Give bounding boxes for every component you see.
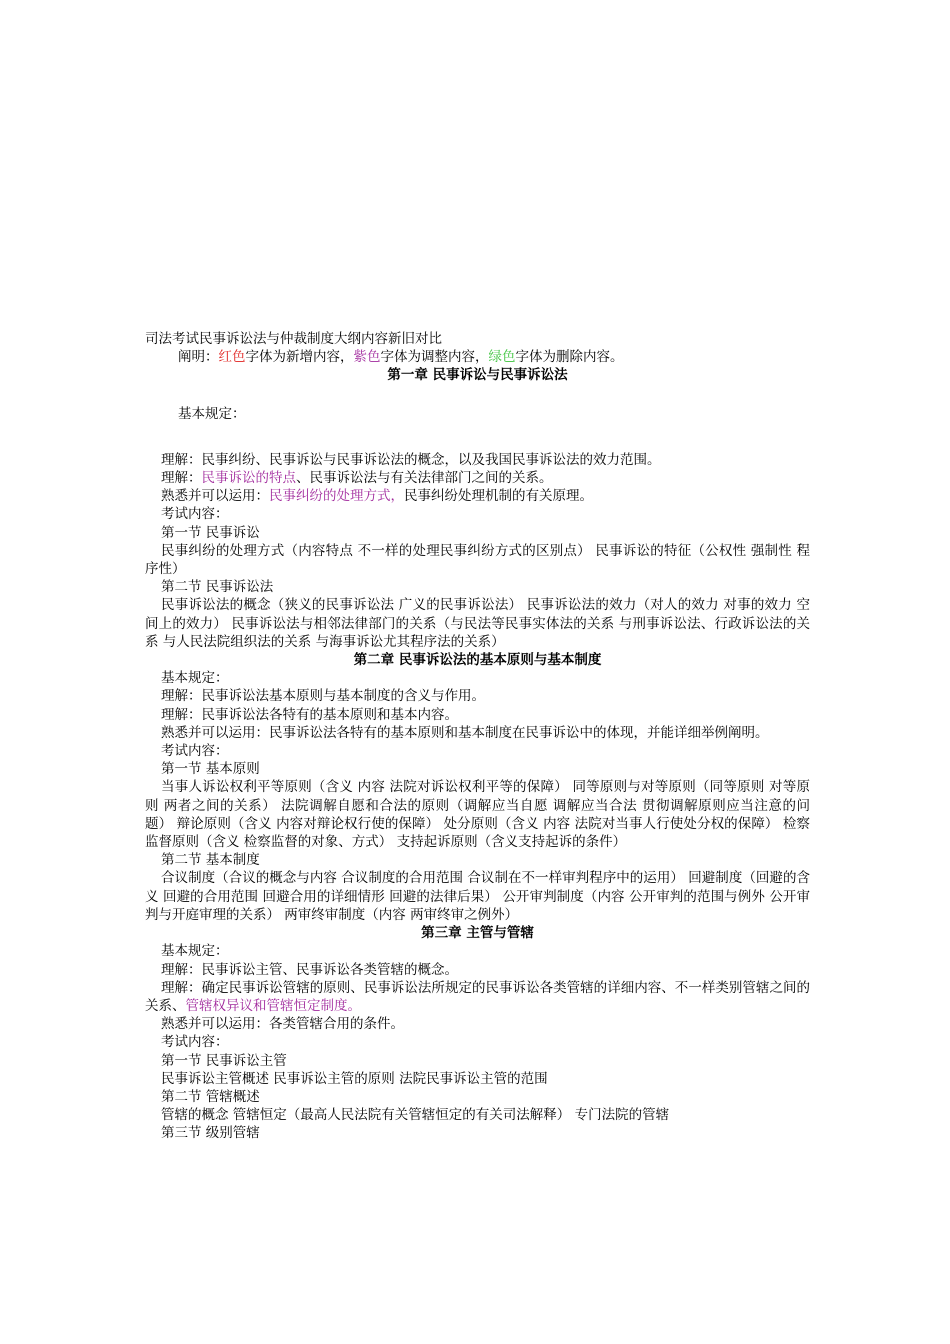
color-legend bbox=[145, 348, 810, 366]
ch3-u2-text: 理解：确定民事诉讼管辖的原则、民事诉讼法所规定的民事诉讼各类管辖的详细内容、不一样类别管辖之间的关系、 bbox=[145, 979, 810, 1014]
ch2-section-2-body: 合议制度（合议的概念与内容 合议制度的合用范围 合议制在不一样审判程序中的运用） 回避制度（回避的含义 回避的合用范围 回避合用的详细情形 回避的法律后果） 公开审判制度（内容 公开审判的范围与例外 公开审判与开庭审理的关系） 两审终审制度（内容 两审终审之例外） bbox=[145, 870, 810, 923]
legend-red-word: 红色 bbox=[218, 349, 246, 366]
ch1-f-prefix: 熟悉并可以运用： bbox=[161, 488, 269, 505]
ch3-exam-content-label: 考试内容： bbox=[161, 1034, 229, 1051]
ch2-section-1-heading: 第一节 基本原则 bbox=[161, 761, 260, 778]
ch1-exam-content-label: 考试内容： bbox=[161, 506, 229, 523]
legend-red-desc: 字体为新增内容， bbox=[245, 349, 354, 366]
ch3-section-1-heading: 第一节 民事诉讼主管 bbox=[161, 1052, 287, 1069]
ch1-familiar bbox=[145, 487, 810, 505]
ch1-basic-rules-label: 基本规定： bbox=[178, 405, 246, 422]
document-title: 司法考试民事诉讼法与仲裁制度大纲内容新旧对比 bbox=[145, 331, 442, 347]
chapter-1-heading: 第一章 民事诉讼与民事诉讼法 bbox=[387, 367, 568, 384]
ch3-basic-rules-label: 基本规定： bbox=[161, 943, 229, 960]
ch3-understand-1: 理解：民事诉讼主管、民事诉讼各类管辖的概念。 bbox=[161, 961, 458, 978]
ch2-section-1-body: 当事人诉讼权利平等原则（含义 内容 法院对诉讼权利平等的保障） 同等原则与对等原则（同等原则 对等原则 两者之间的关系） 法院调解自愿和合法的原则（调解应当自愿 调解应当合法 贯彻调解原则应当注意的问题） 辩论原则（含义 内容对辩论权行使的保障） 处分原则（含义 内容 法院对当事人行使处分权的保障） 检察监督原则（含义 检察监督的对象、方式） 支持起诉原则（含义支持起诉的条件） bbox=[145, 779, 810, 851]
ch1-understand-2 bbox=[145, 469, 810, 487]
ch1-section-2-heading: 第二节 民事诉讼法 bbox=[161, 579, 274, 596]
ch1-u2-prefix: 理解： bbox=[161, 470, 202, 487]
ch3-u2-adjusted: 管辖权异议和管辖恒定制度。 bbox=[185, 997, 361, 1014]
ch1-section-1-heading: 第一节 民事诉讼 bbox=[161, 524, 260, 541]
ch2-exam-content-label: 考试内容： bbox=[161, 743, 229, 760]
ch2-section-2-heading: 第二节 基本制度 bbox=[161, 852, 260, 869]
legend-green-word: 绿色 bbox=[488, 349, 516, 366]
ch3-understand-2 bbox=[145, 979, 810, 1015]
ch1-u2-adjusted: 民事诉讼的特点 bbox=[201, 470, 296, 487]
ch2-familiar: 熟悉并可以运用：民事诉讼法各特有的基本原则和基本制度在民事诉讼中的体现，并能详细举例阐明。 bbox=[161, 724, 769, 741]
legend-green-desc: 字体为删除内容。 bbox=[515, 349, 624, 366]
ch1-u2-rest: 、民事诉讼法与有关法律部门之间的关系。 bbox=[296, 470, 553, 487]
ch3-section-2-body: 管辖的概念 管辖恒定（最高人民法院有关管辖恒定的有关司法解释） 专门法院的管辖 bbox=[161, 1107, 670, 1124]
chapter-3-heading: 第三章 主管与管辖 bbox=[421, 925, 534, 942]
legend-prefix: 阐明： bbox=[178, 349, 219, 366]
chapter-2-heading: 第二章 民事诉讼法的基本原则与基本制度 bbox=[353, 652, 602, 669]
ch1-f-adjusted: 民事纠纷的处理方式， bbox=[269, 488, 404, 505]
legend-purple-desc: 字体为调整内容， bbox=[380, 349, 489, 366]
ch3-familiar: 熟悉并可以运用：各类管辖合用的条件。 bbox=[161, 1016, 404, 1033]
ch3-section-3-heading: 第三节 级别管辖 bbox=[161, 1125, 260, 1142]
ch3-section-1-body: 民事诉讼主管概述 民事诉讼主管的原则 法院民事诉讼主管的范围 bbox=[161, 1070, 548, 1087]
ch1-f-rest: 民事纠纷处理机制的有关原理。 bbox=[404, 488, 593, 505]
ch1-section-1-body: 民事纠纷的处理方式（内容特点 不一样的处理民事纠纷方式的区别点） 民事诉讼的特征（公权性 强制性 程序性） bbox=[145, 542, 810, 578]
ch2-understand-1: 理解：民事诉讼法基本原则与基本制度的含义与作用。 bbox=[161, 688, 485, 705]
ch1-section-2-body: 民事诉讼法的概念（狭义的民事诉讼法 广义的民事诉讼法） 民事诉讼法的效力（对人的效力 对事的效力 空间上的效力） 民事诉讼法与相邻法律部门的关系（与民法等民事实体法的关系 与刑事诉讼法、行政诉讼法的关系 与人民法院组织法的关系 与海事诉讼尤其程序法的关系） bbox=[145, 597, 810, 650]
document-page bbox=[145, 330, 810, 1143]
ch3-section-2-heading: 第二节 管辖概述 bbox=[161, 1088, 260, 1105]
ch2-understand-2: 理解：民事诉讼法各特有的基本原则和基本内容。 bbox=[161, 706, 458, 723]
legend-purple-word: 紫色 bbox=[353, 349, 381, 366]
ch2-basic-rules-label: 基本规定： bbox=[161, 670, 229, 687]
ch1-understand-1: 理解：民事纠纷、民事诉讼与民事诉讼法的概念，以及我国民事诉讼法的效力范围。 bbox=[161, 451, 661, 468]
